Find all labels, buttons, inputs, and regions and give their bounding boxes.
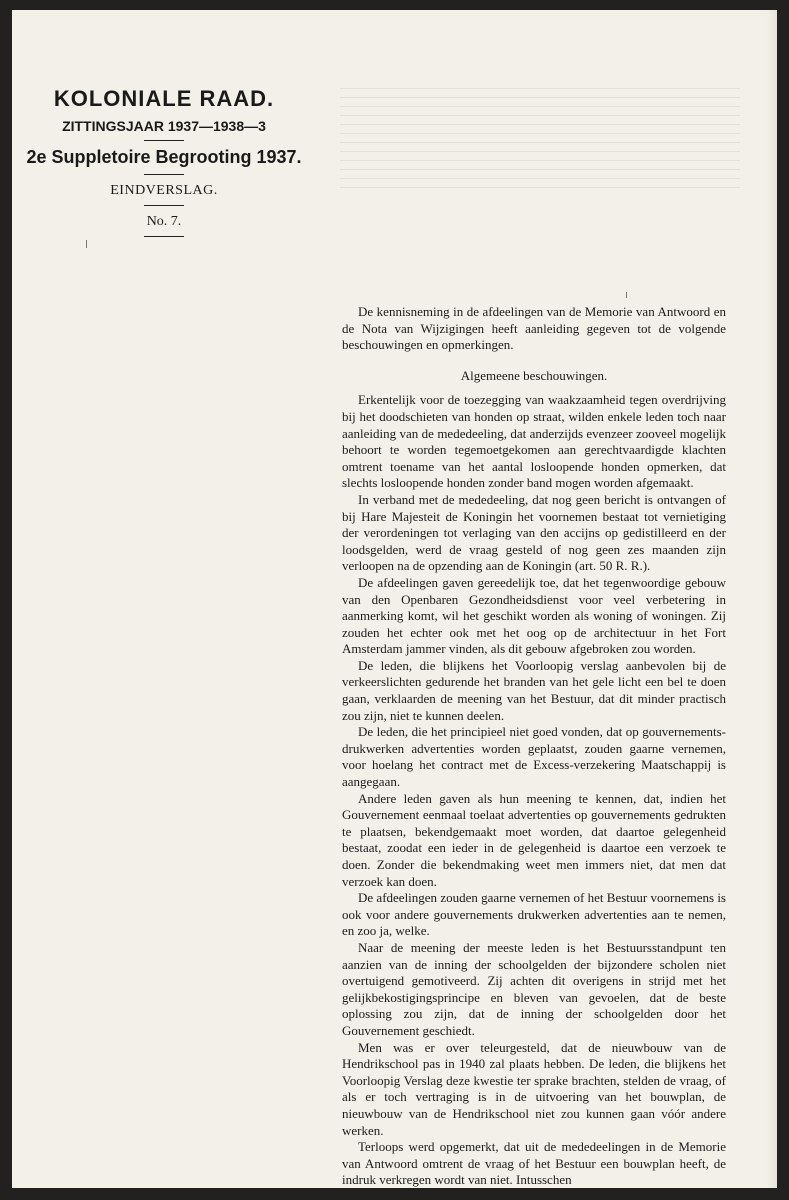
report-body — [342, 304, 726, 1189]
paragraph: De leden, die het principieel niet goed vonden, dat op gouvernements-drukwerken advertenties worden geplaatst, zouden gaarne vernemen, voor hoelang het contract met de Excess-verzekering Maatschappij is aangegaan. — [342, 724, 726, 790]
paragraph: De afdeelingen gaven gereedelijk toe, dat het tegenwoordige gebouw van den Openbaren Gezondheidsdienst voor veel verbetering in aanmerking komt, wil het geschikt worden als woning of woningen. Zij zouden het echter ook met het oog op de architectuur in het Fort Amsterdam jammer vinden, als dit gebouw afgebroken zou worden. — [342, 574, 726, 657]
divider — [144, 236, 184, 237]
report-type: EINDVERSLAG. — [110, 183, 218, 198]
margin-mark — [626, 292, 627, 298]
paragraph: De leden, die blijkens het Voorloopig verslag aanbevolen bij de verkeerslichten gedurende het branden van het gele licht een bel te doen gaan, verklaarden de meening van het Bestuur, dat dit minder practisch zou zijn, niet te kunnen deelen. — [342, 657, 726, 723]
document-number: No. 7. — [146, 214, 182, 229]
page-edge — [767, 10, 777, 1188]
council-title: KOLONIALE RAAD. — [53, 86, 275, 111]
intro-paragraph: De kennisneming in de afdeelingen van de Memorie van Antwoord en de Nota van Wijzigingen heeft aanleiding gegeven tot de volgende beschouwingen en opmerkingen. — [342, 304, 726, 353]
divider — [144, 174, 184, 175]
divider — [144, 140, 184, 141]
paragraph: De afdeelingen zouden gaarne vernemen of het Bestuur voornemens is ook voor andere gouvernements drukwerken advertenties aan te nemen, en zoo ja, welke. — [342, 890, 726, 939]
paragraph: In verband met de mededeeling, dat nog geen bericht is ontvangen of bij Hare Majesteit de Koningin het voornemen bestaat tot vernietiging der verordeningen tot verlaging van den accijns op gedistilleerd en der loodsgelden, werd de vraag gesteld of nog geen zes maanden zijn verloopen na de opzending aan de Koningin (art. 50 R. R.). — [342, 491, 726, 574]
paragraph: Naar de meening der meeste leden is het Bestuursstandpunt ten aanzien van de inning der schoolgelden der bijzondere scholen niet overtuigend gemotiveerd. Zij achten dit overigens in strijd met het gelijkbekostigingsprincipe en bleven van gevoelen, dat de beste oplossing zou zijn, dat de inning der schoolgelden door het Gouvernement geschiedt. — [342, 939, 726, 1038]
session-year: ZITTINGSJAAR 1937—1938—3 — [62, 118, 266, 134]
section-heading: Algemeene beschouwingen. — [460, 367, 608, 383]
paragraph: Terloops werd opgemerkt, dat uit de mededeelingen in de Memorie van Antwoord omtrent de vraag of het Bestuur een bouwplan heeft, de indruk verkregen wordt van niet. Intusschen — [342, 1139, 726, 1188]
paragraph: Andere leden gaven als hun meening te kennen, dat, indien het Gouvernement eenmaal toelaat advertenties op gouvernements gedrukten te plaatsen, bekendgemaakt moet worden, dat daartoe gelegenheid bestaat, zoodat een ieder in de gelegenheid is daartoe een verzoek te doen. Zonder die bekendmaking weet men immers niet, dat men dat verzoek kan doen. — [342, 790, 726, 889]
margin-mark — [86, 240, 87, 248]
divider — [144, 205, 184, 206]
budget-title: 2e Suppletoire Begrooting 1937. — [26, 147, 302, 167]
paragraph: Men was er over teleurgesteld, dat de nieuwbouw van de Hendrikschool pas in 1940 zal plaats hebben. De leden, die blijkens het Voorloopig Verslag deze kwestie ter sprake brachten, stelden de vraag, of als er toch vertraging is in de uitvoering van het bouwplan, de nieuwbouw van de Hendrikschool niet zou kunnen gaan vóór andere werken. — [342, 1039, 726, 1138]
document-header — [20, 80, 308, 243]
paragraph: Erkentelijk voor de toezegging van waakzaamheid tegen overdrijving bij het doodschieten van honden op straat, wilden enkele leden toch naar aanleiding van de mededeeling, dat anderzijds evenzeer zooveel mogelijk behoort te worden tegemoetgekomen aan gerechtvaardigde klachten omtrent toename van het aantal losloopende honden opmerken, dat slechts losloopende honden zonder band mogen worden afgemaakt. — [342, 392, 726, 491]
